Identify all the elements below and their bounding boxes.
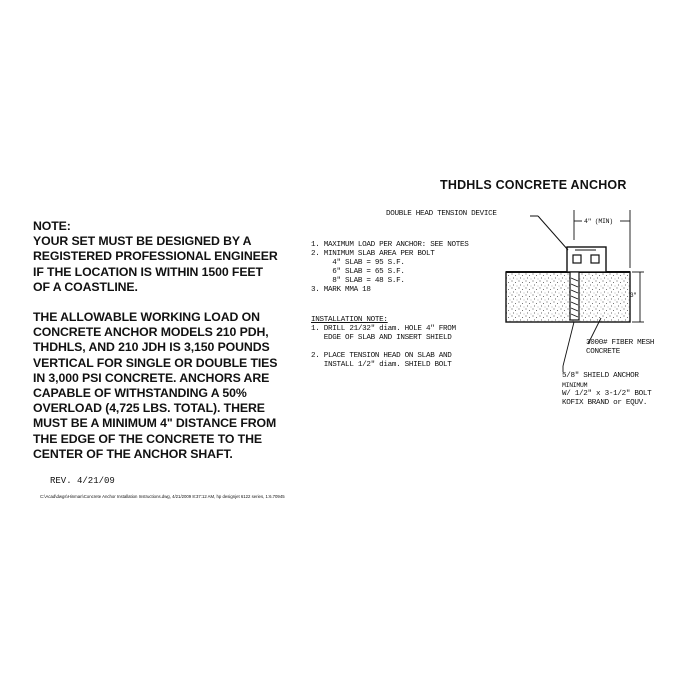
min-dimension-label: 4" (MIN) (584, 218, 613, 225)
tension-device (567, 247, 606, 272)
spec-line: 3. MARK MMA 18 (311, 286, 371, 294)
installation-heading: INSTALLATION NOTE: (311, 316, 388, 324)
spec-line: 2. MINIMUM SLAB AREA PER BOLT (311, 250, 435, 258)
device-leader (530, 216, 568, 250)
spec-line: 8" SLAB = 48 S.F. (311, 277, 405, 285)
install-line: EDGE OF SLAB AND INSERT SHIELD (311, 334, 452, 342)
note-paragraph-1: YOUR SET MUST BE DESIGNED BY A REGISTERED PROFESSIONAL ENGINEER IF THE LOCATION IS WITHIN 1500 FEET OF A COASTLINE. (33, 234, 278, 294)
spec-line: 6" SLAB = 65 S.F. (311, 268, 405, 276)
install-line: 2. PLACE TENSION HEAD ON SLAB AND (311, 352, 452, 360)
shield-anchor-bolt (570, 272, 579, 320)
shield-label-line: MINIMUM (562, 382, 588, 389)
spec-line: 4" SLAB = 95 S.F. (311, 259, 405, 267)
diagram-title: THDHLS CONCRETE ANCHOR (440, 178, 627, 192)
concrete-label-line: CONCRETE (586, 348, 621, 356)
note-heading: NOTE: (33, 219, 71, 233)
shield-label-line: W/ 1/2" x 3-1/2" BOLT (562, 390, 652, 398)
shield-label-line: 5/8" SHIELD ANCHOR (562, 372, 639, 380)
note-paragraph-2: THE ALLOWABLE WORKING LOAD ON CONCRETE ANCHOR MODELS 210 PDH, THDHLS, AND 210 JDH IS 3,150 POUNDS VERTICAL FOR SINGLE OR DOUBLE TIES IN 3,000 PSI CONCRETE. ANCHORS ARE CAPABLE OF WITHSTANDING A 50% OVERLOAD (4,725 LBS. TOTAL). THERE MUST BE A MINIMUM 4" DISTANCE FROM THE EDGE OF THE CONCRETE TO THE CENTER OF THE ANCHOR SHAFT. (33, 310, 278, 461)
spec-line: 1. MAXIMUM LOAD PER ANCHOR: SEE NOTES (311, 241, 469, 249)
install-line: 1. DRILL 21/32" diam. HOLE 4" FROM (311, 325, 456, 333)
concrete-label-line: 3000# FIBER MESH (586, 339, 655, 347)
revision-date: REV. 4/21/09 (50, 476, 115, 486)
height-dimension-label: 3" (630, 292, 637, 299)
device-label: DOUBLE HEAD TENSION DEVICE (386, 210, 497, 218)
install-line: INSTALL 1/2" diam. SHIELD BOLT (311, 361, 452, 369)
height-dimension (632, 272, 644, 322)
file-path: C:\Acad\dwgs\Hinman\Concrete Anchor Installation Instructions.dwg, 4/21/2009 8:37:12 AM, hp designjet 6122 series, 1:6.70945 (40, 494, 285, 499)
shield-label-line: KOFIX BRAND or EQUV. (562, 399, 648, 407)
shield-leader (563, 322, 574, 372)
concrete-slab (506, 272, 630, 322)
